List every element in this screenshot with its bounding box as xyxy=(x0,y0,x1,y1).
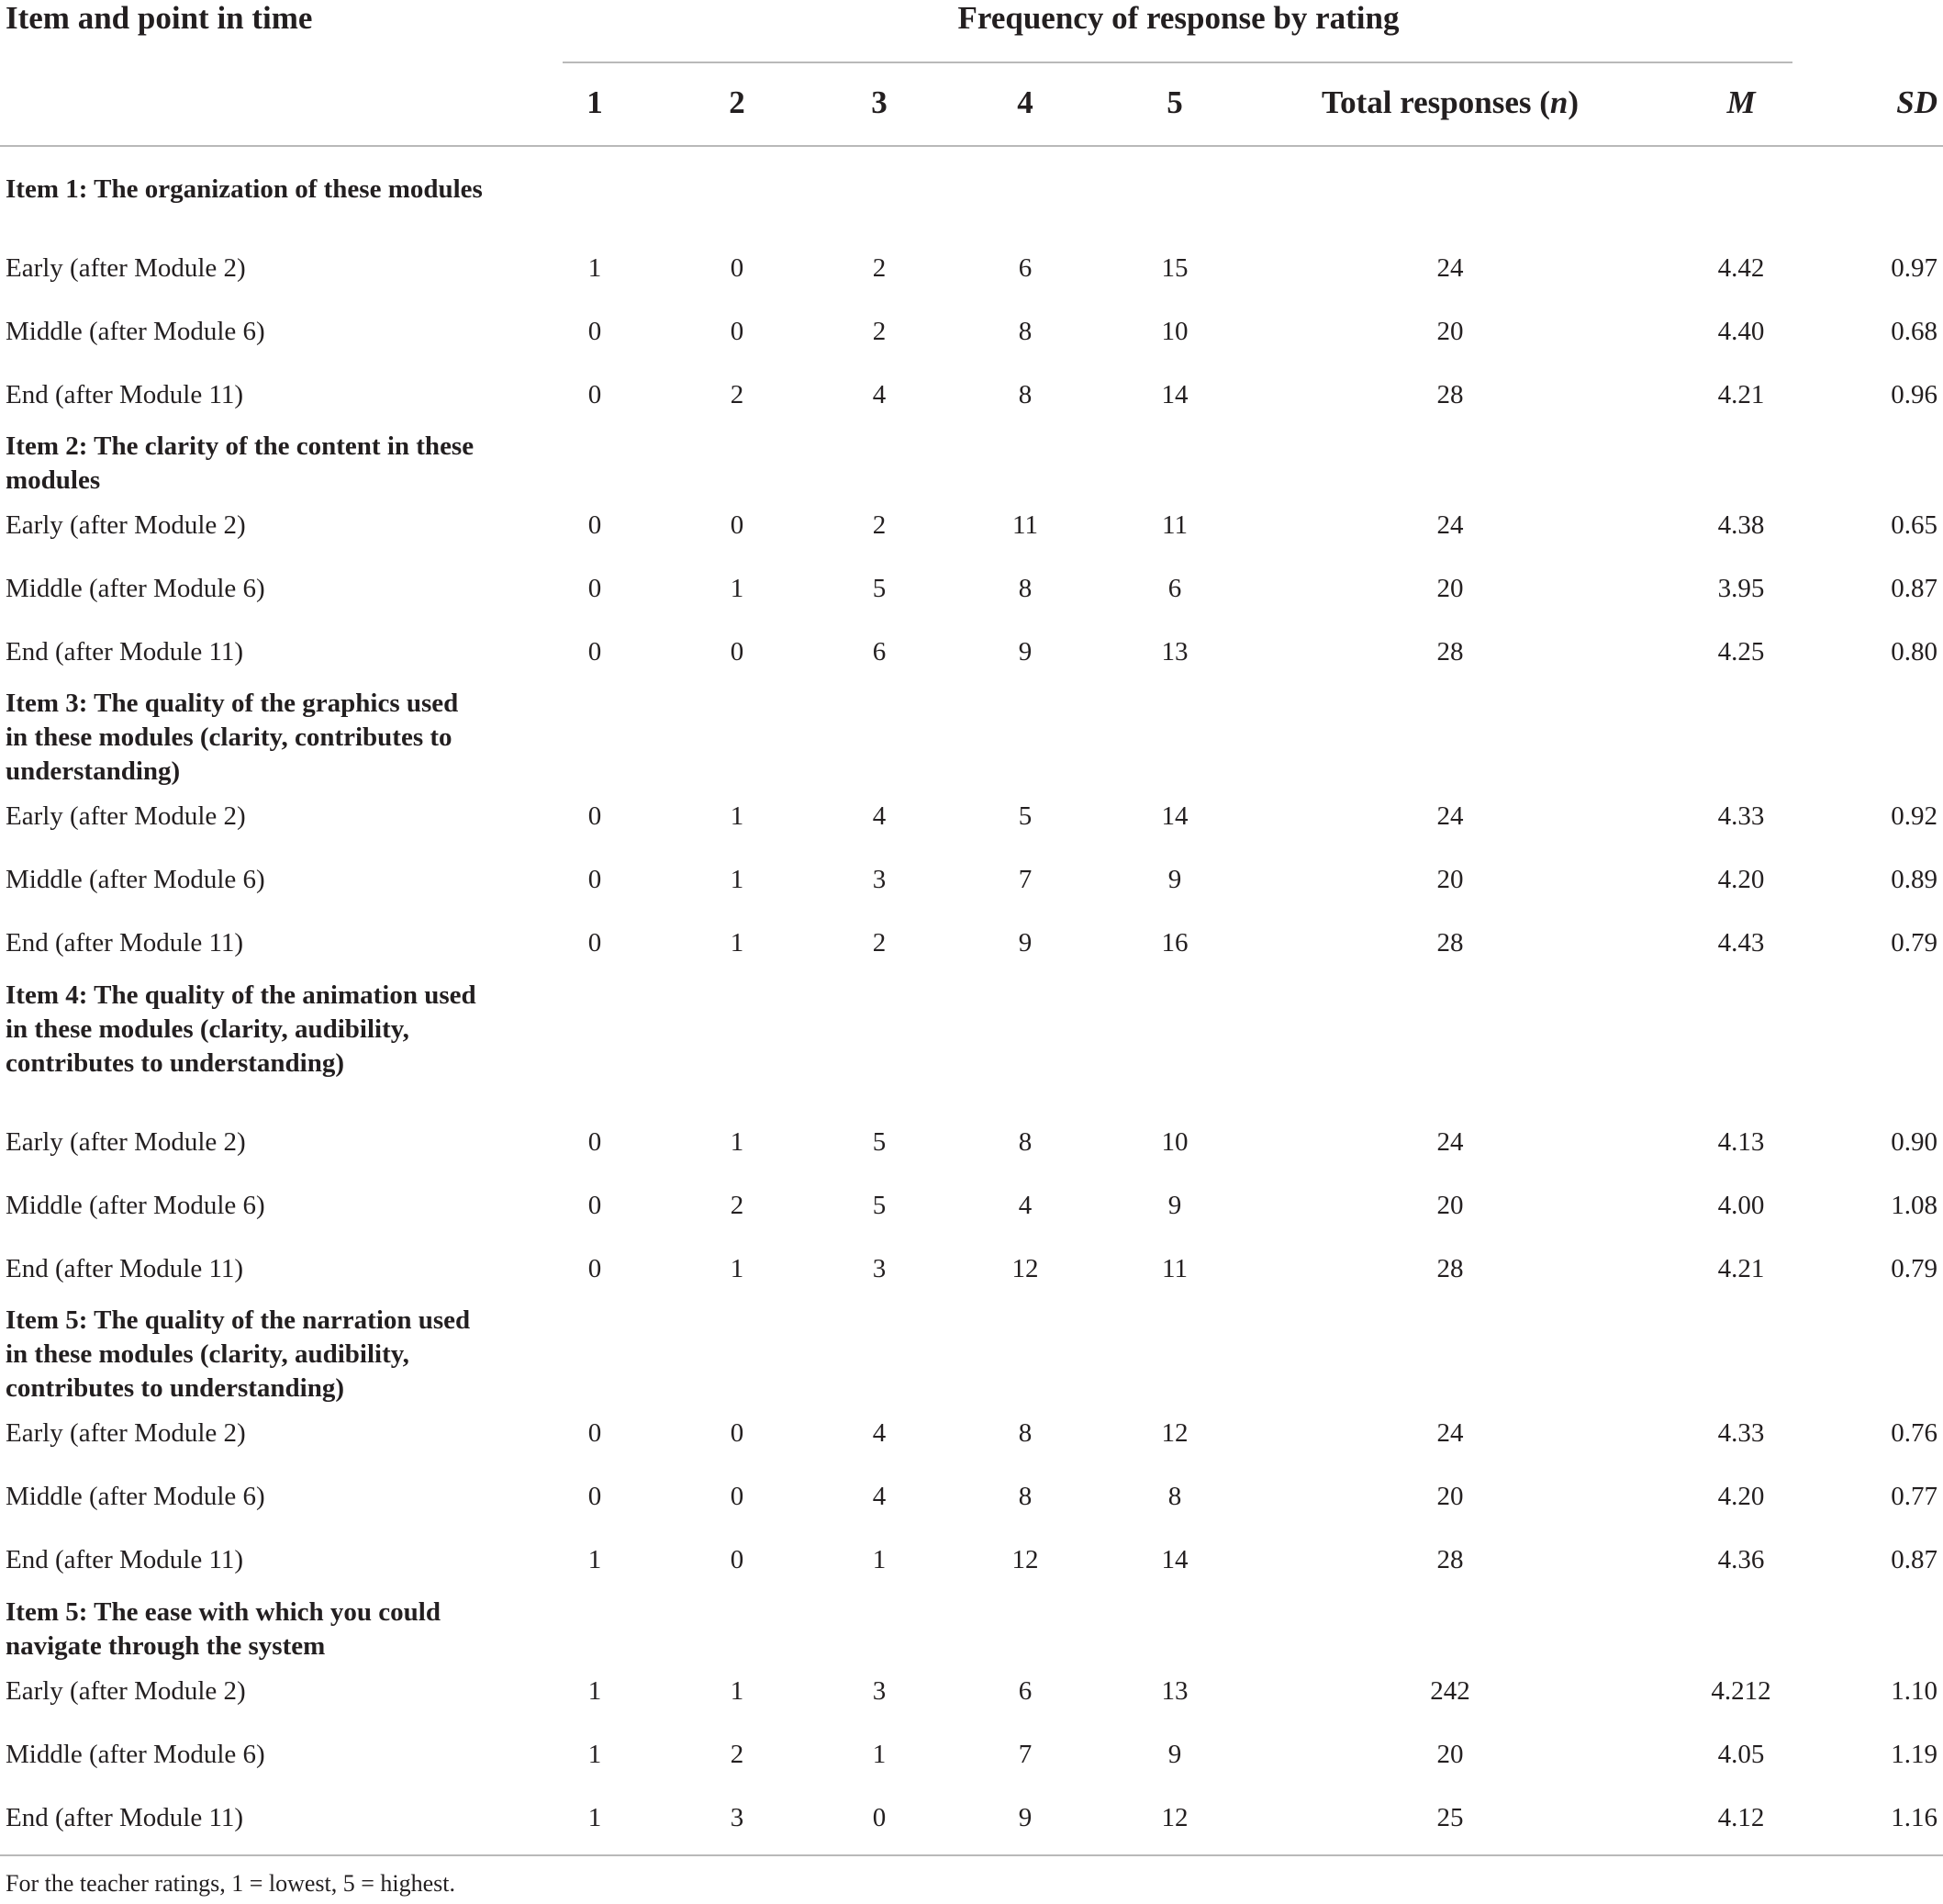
rating-5-count: 9 xyxy=(1167,865,1182,894)
total-responses: 20 xyxy=(1436,865,1464,894)
rating-4-count: 8 xyxy=(1018,1482,1033,1511)
rating-3-count: 3 xyxy=(872,1676,887,1706)
frequency-group-label: Frequency of response by rating xyxy=(957,0,1400,36)
rating-3-count: 1 xyxy=(872,1545,887,1574)
mean-value: 4.40 xyxy=(1717,317,1765,346)
row-label: End (after Module 11) xyxy=(6,1545,244,1574)
sd-value: 1.10 xyxy=(1891,1676,1937,1706)
total-responses: 28 xyxy=(1436,380,1464,409)
sd-value: 0.92 xyxy=(1891,801,1937,831)
total-responses: 20 xyxy=(1436,1191,1464,1220)
rating-1-count: 0 xyxy=(587,1191,602,1220)
rating-2-count: 2 xyxy=(730,1191,744,1220)
rating-5-count: 12 xyxy=(1161,1803,1189,1832)
rating-3-count: 2 xyxy=(872,253,887,283)
rating-3-count: 5 xyxy=(872,1191,887,1220)
total-responses: 20 xyxy=(1436,317,1464,346)
row-label: End (after Module 11) xyxy=(6,1803,244,1832)
row-label: Middle (after Module 6) xyxy=(6,1191,265,1220)
rating-1-count: 0 xyxy=(587,865,602,894)
rating-5-count: 16 xyxy=(1161,928,1189,958)
sd-value: 0.89 xyxy=(1891,865,1937,894)
total-responses: 20 xyxy=(1436,574,1464,603)
rating-5-count: 9 xyxy=(1167,1191,1182,1220)
rating-2-count: 0 xyxy=(730,1545,744,1574)
rating-2-count: 0 xyxy=(730,1418,744,1448)
mean-value: 4.12 xyxy=(1717,1803,1765,1832)
mean-value: 4.212 xyxy=(1711,1676,1771,1706)
total-responses: 28 xyxy=(1436,637,1464,666)
mean-value: 4.21 xyxy=(1717,1254,1765,1283)
rating-4-count: 6 xyxy=(1018,1676,1033,1706)
col-header-rating-2: 2 xyxy=(729,84,745,120)
sd-value: 0.79 xyxy=(1891,928,1937,958)
rating-4-count: 4 xyxy=(1018,1191,1033,1220)
rating-4-count: 8 xyxy=(1018,1418,1033,1448)
rating-3-count: 5 xyxy=(872,574,887,603)
item-group-title: Item 5: The ease with which you could navigate through the system xyxy=(6,1597,441,1661)
rating-1-count: 0 xyxy=(587,1127,602,1157)
rating-5-count: 15 xyxy=(1161,253,1189,283)
rating-3-count: 6 xyxy=(872,637,887,666)
rating-3-count: 2 xyxy=(872,928,887,958)
sd-value: 0.97 xyxy=(1891,253,1937,283)
row-label: Early (after Module 2) xyxy=(6,1418,246,1448)
rating-3-count: 4 xyxy=(872,380,887,409)
item-group-title: Item 4: The quality of the animation used in these modules (clarity, audibility, contributes to understanding) xyxy=(6,980,476,1078)
rating-2-count: 1 xyxy=(730,865,744,894)
frequency-group-rule xyxy=(563,62,1792,63)
total-responses: 24 xyxy=(1436,253,1464,283)
rating-1-count: 1 xyxy=(587,1676,602,1706)
rating-2-count: 1 xyxy=(730,928,744,958)
mean-value: 4.05 xyxy=(1717,1740,1765,1769)
rating-2-count: 1 xyxy=(730,574,744,603)
mean-value: 4.20 xyxy=(1717,1482,1765,1511)
sd-value: 0.79 xyxy=(1891,1254,1937,1283)
rating-1-count: 0 xyxy=(587,510,602,540)
col-header-rating-3: 3 xyxy=(871,84,888,120)
rating-2-count: 0 xyxy=(730,1482,744,1511)
col-header-sd: SD xyxy=(1896,84,1937,120)
rating-1-count: 0 xyxy=(587,801,602,831)
item-group-title: Item 3: The quality of the graphics used in these modules (clarity, contributes to understanding) xyxy=(6,689,459,786)
row-label: Middle (after Module 6) xyxy=(6,1740,265,1769)
total-responses: 24 xyxy=(1436,510,1464,540)
table-header-top xyxy=(0,0,1943,40)
sd-value: 0.90 xyxy=(1891,1127,1937,1157)
rating-5-count: 10 xyxy=(1161,1127,1189,1157)
rating-5-count: 6 xyxy=(1167,574,1182,603)
rating-2-count: 0 xyxy=(730,253,744,283)
sd-value: 0.96 xyxy=(1891,380,1937,409)
rating-5-count: 12 xyxy=(1161,1418,1189,1448)
total-responses: 28 xyxy=(1436,1545,1464,1574)
item-group-title: Item 1: The organization of these modules xyxy=(6,174,483,204)
rating-4-count: 12 xyxy=(1011,1254,1039,1283)
sd-value: 1.19 xyxy=(1891,1740,1937,1769)
total-responses: 28 xyxy=(1436,1254,1464,1283)
rating-2-count: 0 xyxy=(730,637,744,666)
rating-1-count: 1 xyxy=(587,253,602,283)
col-header-mean: M xyxy=(1726,84,1756,120)
rating-1-count: 0 xyxy=(587,574,602,603)
total-responses: 20 xyxy=(1436,1740,1464,1769)
rating-1-count: 0 xyxy=(587,928,602,958)
sd-value: 0.76 xyxy=(1891,1418,1937,1448)
rating-2-count: 3 xyxy=(730,1803,744,1832)
rating-3-count: 4 xyxy=(872,1482,887,1511)
rating-4-count: 8 xyxy=(1018,380,1033,409)
mean-value: 4.43 xyxy=(1717,928,1765,958)
mean-value: 4.00 xyxy=(1717,1191,1765,1220)
rating-4-count: 9 xyxy=(1018,1803,1033,1832)
rating-2-count: 2 xyxy=(730,380,744,409)
col-header-rating-5: 5 xyxy=(1167,84,1183,120)
rating-4-count: 8 xyxy=(1018,1127,1033,1157)
row-label: Middle (after Module 6) xyxy=(6,865,265,894)
mean-value: 4.25 xyxy=(1717,637,1765,666)
total-responses: 24 xyxy=(1436,801,1464,831)
rating-1-count: 0 xyxy=(587,317,602,346)
mean-value: 4.33 xyxy=(1717,1418,1765,1448)
rating-3-count: 3 xyxy=(872,865,887,894)
mean-value: 4.42 xyxy=(1717,253,1765,283)
rating-4-count: 7 xyxy=(1018,1740,1033,1769)
table-column-headers xyxy=(0,84,1943,130)
mean-value: 4.36 xyxy=(1717,1545,1765,1574)
row-label: Early (after Module 2) xyxy=(6,510,246,540)
mean-value: 4.20 xyxy=(1717,865,1765,894)
rating-5-count: 13 xyxy=(1161,1676,1189,1706)
rating-3-count: 0 xyxy=(872,1803,887,1832)
row-label: End (after Module 11) xyxy=(6,1254,244,1283)
rating-5-count: 11 xyxy=(1162,1254,1188,1283)
rating-3-count: 2 xyxy=(872,317,887,346)
rating-3-count: 3 xyxy=(872,1254,887,1283)
rating-4-count: 6 xyxy=(1018,253,1033,283)
rating-2-count: 1 xyxy=(730,801,744,831)
item-column-header: Item and point in time xyxy=(6,0,313,36)
total-responses: 24 xyxy=(1436,1418,1464,1448)
row-label: Early (after Module 2) xyxy=(6,1676,246,1706)
row-label: End (after Module 11) xyxy=(6,637,244,666)
total-responses: 28 xyxy=(1436,928,1464,958)
rating-4-count: 9 xyxy=(1018,637,1033,666)
row-label: End (after Module 11) xyxy=(6,380,244,409)
rating-4-count: 11 xyxy=(1012,510,1038,540)
col-header-total: Total responses (n) xyxy=(1321,84,1580,120)
rating-3-count: 1 xyxy=(872,1740,887,1769)
col-header-rating-1: 1 xyxy=(586,84,603,120)
mean-value: 4.38 xyxy=(1717,510,1765,540)
rating-1-count: 0 xyxy=(587,637,602,666)
sd-value: 0.87 xyxy=(1891,574,1937,603)
row-label: Middle (after Module 6) xyxy=(6,1482,265,1511)
sd-value: 1.16 xyxy=(1891,1803,1937,1832)
rating-5-count: 10 xyxy=(1161,317,1189,346)
item-group-title: Item 5: The quality of the narration used in these modules (clarity, audibility, contributes to understanding) xyxy=(6,1305,471,1403)
mean-value: 4.21 xyxy=(1717,380,1765,409)
sd-value: 0.77 xyxy=(1891,1482,1937,1511)
rating-5-count: 11 xyxy=(1162,510,1188,540)
rating-2-count: 0 xyxy=(730,510,744,540)
row-label: End (after Module 11) xyxy=(6,928,244,958)
rating-1-count: 0 xyxy=(587,380,602,409)
sd-value: 0.65 xyxy=(1891,510,1937,540)
rating-1-count: 1 xyxy=(587,1803,602,1832)
rating-4-count: 5 xyxy=(1018,801,1033,831)
rating-2-count: 1 xyxy=(730,1127,744,1157)
sd-value: 0.87 xyxy=(1891,1545,1937,1574)
row-label: Early (after Module 2) xyxy=(6,1127,246,1157)
rating-5-count: 9 xyxy=(1167,1740,1182,1769)
sd-value: 0.68 xyxy=(1891,317,1937,346)
rating-1-count: 0 xyxy=(587,1482,602,1511)
row-label: Early (after Module 2) xyxy=(6,801,246,831)
rating-1-count: 0 xyxy=(587,1418,602,1448)
total-responses: 25 xyxy=(1436,1803,1464,1832)
rating-4-count: 8 xyxy=(1018,317,1033,346)
rating-4-count: 8 xyxy=(1018,574,1033,603)
rating-2-count: 1 xyxy=(730,1676,744,1706)
rating-5-count: 14 xyxy=(1161,1545,1189,1574)
sd-value: 0.80 xyxy=(1891,637,1937,666)
rating-1-count: 1 xyxy=(587,1740,602,1769)
rating-2-count: 2 xyxy=(730,1740,744,1769)
total-responses: 242 xyxy=(1430,1676,1470,1706)
rating-4-count: 9 xyxy=(1018,928,1033,958)
rating-2-count: 1 xyxy=(730,1254,744,1283)
rating-1-count: 0 xyxy=(587,1254,602,1283)
mean-value: 4.33 xyxy=(1717,801,1765,831)
mean-value: 3.95 xyxy=(1717,574,1765,603)
header-rule xyxy=(0,145,1943,147)
total-responses: 24 xyxy=(1436,1127,1464,1157)
row-label: Middle (after Module 6) xyxy=(6,317,265,346)
row-label: Middle (after Module 6) xyxy=(6,574,265,603)
rating-5-count: 14 xyxy=(1161,801,1189,831)
rating-3-count: 4 xyxy=(872,801,887,831)
rating-3-count: 5 xyxy=(872,1127,887,1157)
rating-5-count: 14 xyxy=(1161,380,1189,409)
rating-1-count: 1 xyxy=(587,1545,602,1574)
mean-value: 4.13 xyxy=(1717,1127,1765,1157)
rating-4-count: 7 xyxy=(1018,865,1033,894)
row-label: Early (after Module 2) xyxy=(6,253,246,283)
rating-4-count: 12 xyxy=(1011,1545,1039,1574)
rating-5-count: 13 xyxy=(1161,637,1189,666)
table-bottom-rule xyxy=(0,1854,1943,1856)
sd-value: 1.08 xyxy=(1891,1191,1937,1220)
table-footnote: For the teacher ratings, 1 = lowest, 5 = highest. xyxy=(6,1870,456,1897)
rating-3-count: 2 xyxy=(872,510,887,540)
rating-3-count: 4 xyxy=(872,1418,887,1448)
rating-5-count: 8 xyxy=(1167,1482,1182,1511)
total-responses: 20 xyxy=(1436,1482,1464,1511)
item-group-title: Item 2: The clarity of the content in these modules xyxy=(6,431,475,495)
rating-2-count: 0 xyxy=(730,317,744,346)
col-header-rating-4: 4 xyxy=(1017,84,1033,120)
